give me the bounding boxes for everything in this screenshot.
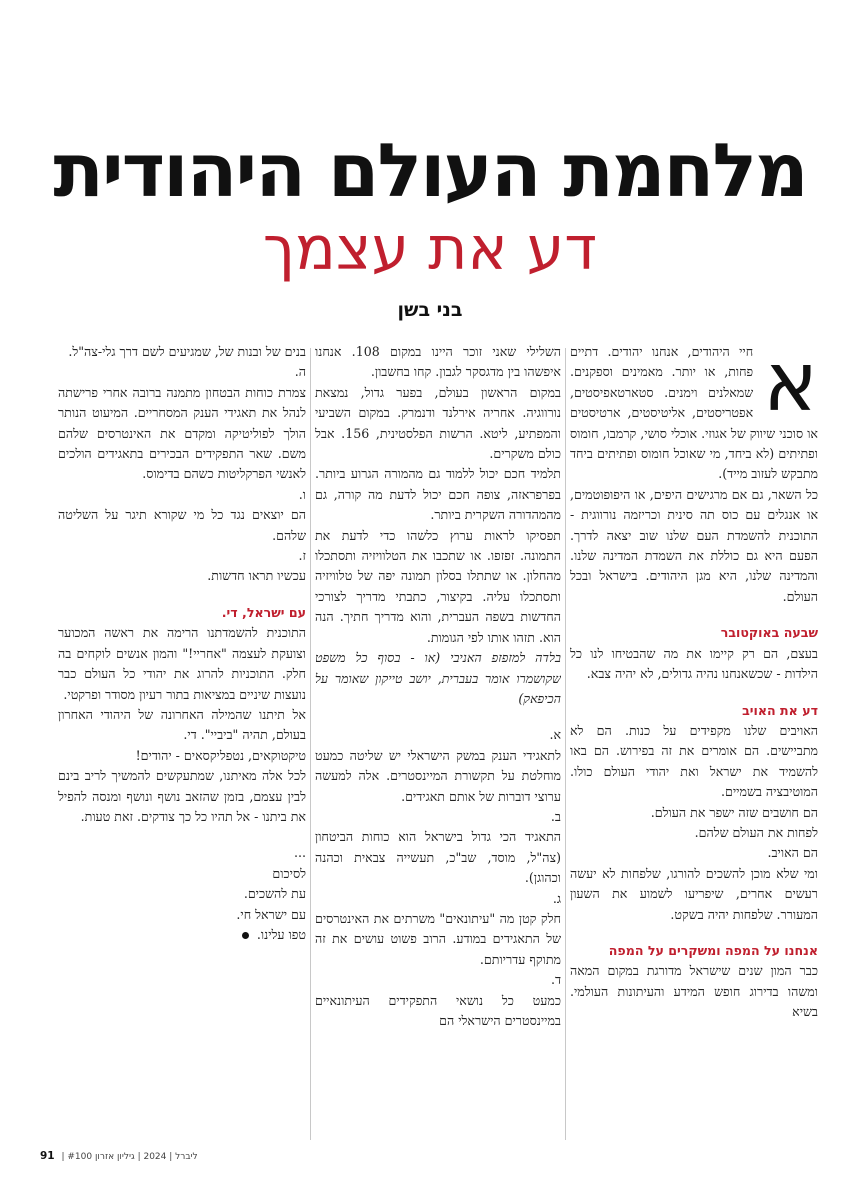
list-marker: א.	[549, 727, 561, 743]
paragraph: לתאגידי הענק במשק הישראלי יש שליטה כמעט מוחלטת על תקשורת המיינסטרים. אלה למעשה ערוצי דוברות של אותם תאגידים.	[315, 747, 561, 804]
paragraph: כבר המון שנים שישראל מדורגת במקום המאה ומשהו בדירוג חופש המידע והעיתונות העולמי. בשיא	[570, 963, 818, 1020]
paragraph: כמעט כל נושאי התפקידים העיתונאיים במיינסטרים הישראלי הם	[315, 992, 561, 1028]
paragraph: לכל אלה מאיתנו, שמתעקשים להמשיך לריב בינם לבין עצמם, בזמן שהזאב נושף ונושף ומנסה להפיל את ביתנו - אל תהיו כל כך צודקים. זאת טעות.	[58, 768, 306, 824]
paragraph: הם יוצאים נגד כל מי שקורא תיגר על השליטה שלהם.	[58, 507, 306, 543]
paragraph: הם חושבים שזה ישפר את העולם.	[650, 804, 818, 820]
paragraph: הם האויב.	[767, 845, 818, 861]
article-column-1	[570, 342, 818, 1142]
end-bullet-icon	[242, 932, 249, 939]
column-divider	[310, 348, 311, 1140]
paragraph: לפחות את העולם שלהם.	[694, 824, 818, 840]
author-byline: בני בשן	[397, 299, 463, 321]
section-heading: אנחנו על המפה ומשקרים על המפה	[608, 942, 818, 958]
paragraph: אל תיתנו שהמילה האחרונה של היהודי האחרון בעולם, תהיה "ביביי". די.	[58, 706, 306, 743]
paragraph: התוכנית להשמדתנו הרימה את ראשה המכוער וצועקת לעצמה "אחריי!" והמון אנשים לוקחים בה חלק. התוכניות להרוג את יהודי כל העולם כבר נועצות שיניים במציאות בתור רעיון מסודר ופרקטי.	[58, 625, 306, 702]
closing-line: לסיכום	[272, 865, 306, 881]
section-heading: עם ישראל, די.	[221, 604, 306, 620]
paragraph: חיי היהודים, אנחנו יהודים. דתיים פחות, או יותר. מאמינים וספקנים. שמאלנים וימנים. סטארטאפיסטים, אפטריסטים, אליטיסטים, ארטיסטים או סוכני שיווק של אגוזי. אוכלי סושי, קרמבו, חומוס ופתיתים (לא ביחד, מי שאוכל חומוס ופתיתים ביחד מתבקש לעזוב מייד).	[570, 344, 818, 482]
list-marker: ד.	[550, 972, 561, 988]
page-footer	[40, 1150, 198, 1162]
paragraph: צמרת כוחות הבטחון מתמנה ברובה אחרי פרישתה לנהל את תאגידי הענק המסחריים. המיעוט הנותר הולך לפוליטיקה ומקדם את האינטרסים שלהם משם. שאר התפקידים הבכירים בתאגידים הולכים לאנשי הפרקליטות כשהם בדימוס.	[58, 384, 306, 482]
list-marker: ב.	[550, 808, 561, 824]
paragraph: עכשיו תראו חדשות.	[207, 568, 306, 584]
paragraph: התאגיד הכי גדול בישראל הוא כוחות הביטחון (צה"ל, מוסד, שב"כ, תעשייה צבאית וכהנה וכהוגן).	[315, 829, 561, 886]
article-column-3	[58, 342, 306, 1142]
section-heading: שבעה באוקטובר	[720, 625, 818, 641]
page-title: מלחמת העולם היהודית	[53, 128, 807, 214]
column-divider	[565, 348, 566, 1140]
page-subtitle: דע את עצמך	[262, 214, 598, 284]
paragraph: ומי שלא מוכן להשכים להורגו, שלפחות לא יעשה רעשים אחרים, שיפריעו לשמוע את השעון המעורר. שלפחות יהיה בשקט.	[570, 865, 818, 922]
paragraph: תלמיד חכם יכול ללמוד גם מהמורה הגרוע ביותר. בפרפראזה, צופה חכם יכול לדעת מה קורה, גם מהמהדורה השקרית ביותר.	[315, 466, 561, 523]
paragraph: השלילי שאני זוכר היינו במקום 108. אנחנו איפשהו בין מדגסקר לגבון. קחו בחשבון.	[315, 344, 561, 380]
paragraph: חלק קטן מה "עיתונאים" משרתים את האינטרסים של התאגידים במודע. הרוב פשוט עושים את זה מתוקף עדריותם.	[315, 910, 561, 967]
paragraph: כל השאר, גם אם מרגישים היפים, או היפופוטמים, או אנגלים עם כוס תה סינית וכריזמה נורווגית - התוכנית להשמדת העם שלנו שוב יצאה לדרך. הפעם היא גם כוללת את השמדת המדינה שלנו. והמדינה שלנו, היא מגן היהודים. בישראל ובכל העולם.	[570, 486, 818, 604]
paragraph: בעצם, הם רק קיימו את מה שהבטיחו לנו כל הילדות - שכשאנחנו נהיה גדולים, לא יהיה צבא.	[570, 645, 818, 682]
list-marker: ז.	[298, 548, 306, 564]
italic-paragraph: בלדה למזפזפ האניבי (או - בסוף כל משפט שקושמרו אומר בעברית, יושב טייקון שאומר על הכיפאק)	[315, 650, 561, 706]
paragraph: תפסיקו לראות ערוץ כלשהו כדי לדעת את התמונה. זפזפו. או שתכבו את הטלוויזיה ותסתכלו מהחלון. או שתתלו בסלון תמונה יפה של טלוויזיה ותסתכלו עליה. בקיצור, כתבתי מדריך לצורכי החדשות בשפה העברית, והוא מדריך חתיך. הנה הוא. תזהו אותו לפי הגומות.	[315, 527, 561, 645]
closing-line: עם ישראל חי.	[236, 906, 306, 922]
page-number: 91	[40, 1150, 55, 1162]
closing-line	[58, 925, 306, 945]
paragraph: האויבים שלנו מקפידים על כנות. הם לא מתביישים. הם אומרים את זה בפירוש. הם באו להשמיד את ישראל ואת יהודי העולם כולו. המוטיבציה בשמיים.	[570, 722, 818, 800]
publication-info: | #100 ליברל | 2024 | גיליון אזרון	[61, 1152, 198, 1162]
list-marker: ו.	[298, 486, 306, 502]
ellipsis: ...	[293, 845, 306, 861]
closing-line: עת להשכים.	[243, 886, 306, 902]
closing-text: טפו עלינו.	[256, 926, 306, 942]
paragraph: בנים של ובנות של, שמגיעים לשם דרך גלי-צה"ל.	[68, 344, 306, 359]
paragraph: במקום הראשון בעולם, בפער גדול, נמצאת נורווגיה. אחריה אירלנד ודנמרק. במקום השביעי והמפתיע, ליטא. הרשות הפלסטינית, 156. אבל כולם משקרים.	[315, 384, 561, 462]
section-heading: דע את האויב	[742, 702, 818, 718]
article-column-2	[315, 342, 561, 1142]
paragraph: טיקטוקאים, נטפליקסאים - יהודים!	[135, 747, 306, 763]
list-marker: ה.	[294, 364, 306, 380]
list-marker: ג.	[552, 890, 561, 906]
drop-cap: א	[763, 342, 818, 430]
